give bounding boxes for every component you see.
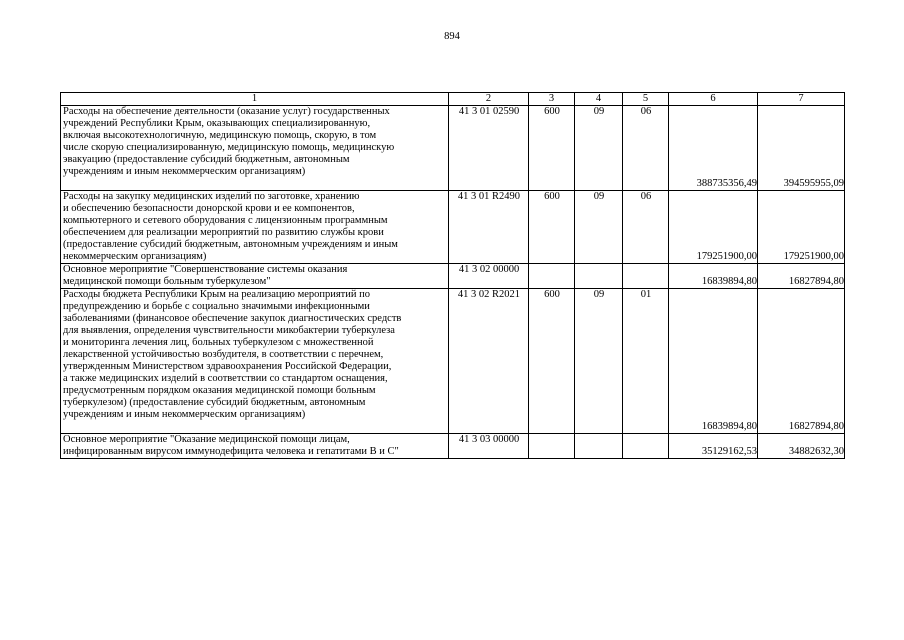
column-header: 1 xyxy=(61,93,449,106)
target-article-code: 41 3 02 R2021 xyxy=(449,289,529,434)
section-code: 09 xyxy=(575,106,623,191)
table-row xyxy=(61,106,845,191)
column-header: 7 xyxy=(758,93,845,106)
section-code: 09 xyxy=(575,191,623,264)
subsection-code: 06 xyxy=(623,106,669,191)
expense-type-code: 600 xyxy=(529,106,575,191)
section-code: 09 xyxy=(575,289,623,434)
column-header: 4 xyxy=(575,93,623,106)
expense-type-code xyxy=(529,434,575,459)
expense-type-code xyxy=(529,264,575,289)
table-row xyxy=(61,289,845,434)
section-code xyxy=(575,434,623,459)
target-article-code: 41 3 01 02590 xyxy=(449,106,529,191)
expense-name: Основное мероприятие "Оказание медицинской помощи лицам, инфицированным вирусом иммунодефицита человека и гепатитами В и С" xyxy=(61,434,449,459)
amount-year-1: 35129162,53 xyxy=(669,434,758,459)
column-header: 2 xyxy=(449,93,529,106)
target-article-code: 41 3 02 00000 xyxy=(449,264,529,289)
amount-year-2: 34882632,30 xyxy=(758,434,845,459)
expense-name: Расходы на закупку медицинских изделий по заготовке, хранению и обеспечению безопасности донорской крови и ее компонентов, компьютерного и сетевого оборудования с лицензионным программным обеспечением для реализации мероприятий по развитию службы крови (предоставление субсидий бюджетным, автономным учреждениям и иным некоммерческим организациям) xyxy=(61,191,449,264)
section-code xyxy=(575,264,623,289)
target-article-code: 41 3 03 00000 xyxy=(449,434,529,459)
table-row xyxy=(61,191,845,264)
expense-type-code: 600 xyxy=(529,289,575,434)
table-header-row xyxy=(61,93,845,106)
target-article-code: 41 3 01 R2490 xyxy=(449,191,529,264)
column-header: 6 xyxy=(669,93,758,106)
expense-name: Расходы на обеспечение деятельности (оказание услуг) государственных учреждений Республики Крым, оказывающих специализированную, включая высокотехнологичную, медицинскую помощь, скорую, в том числе скорую специализированную, медицинскую помощь, медицинскую эвакуацию (предоставление субсидий бюджетным, автономным учреждениям и иным некоммерческим организациям) xyxy=(61,106,449,191)
amount-year-1: 16839894,80 xyxy=(669,264,758,289)
subsection-code: 06 xyxy=(623,191,669,264)
subsection-code xyxy=(623,434,669,459)
budget-table xyxy=(60,92,845,459)
amount-year-2: 16827894,80 xyxy=(758,264,845,289)
expense-type-code: 600 xyxy=(529,191,575,264)
table-row xyxy=(61,434,845,459)
amount-year-2: 394595955,09 xyxy=(758,106,845,191)
subsection-code xyxy=(623,264,669,289)
page-number: 894 xyxy=(444,31,460,42)
subsection-code: 01 xyxy=(623,289,669,434)
amount-year-1: 388735356,49 xyxy=(669,106,758,191)
amount-year-1: 16839894,80 xyxy=(669,289,758,434)
column-header: 5 xyxy=(623,93,669,106)
expense-name: Основное мероприятие "Совершенствование системы оказания медицинской помощи больным туберкулезом" xyxy=(61,264,449,289)
amount-year-2: 16827894,80 xyxy=(758,289,845,434)
amount-year-1: 179251900,00 xyxy=(669,191,758,264)
amount-year-2: 179251900,00 xyxy=(758,191,845,264)
expense-name: Расходы бюджета Республики Крым на реализацию мероприятий по предупреждению и борьбе с социально значимыми инфекционными заболеваниями (финансовое обеспечение закупок диагностических средств для выявления, определения чувствительности микобактерии туберкулеза и мониторинга лечения лиц, больных туберкулезом с множественной лекарственной устойчивостью возбудителя, в соответствии с перечнем, утвержденным Министерством здравоохранения Российской Федерации, а также медицинских изделий в соответствии со стандартом оснащения, предусмотренным порядком оказания медицинской помощи больным туберкулезом) (предоставление субсидий бюджетным, автономным учреждениям и иным некоммерческим организациям) xyxy=(61,289,449,434)
column-header: 3 xyxy=(529,93,575,106)
table-row xyxy=(61,264,845,289)
